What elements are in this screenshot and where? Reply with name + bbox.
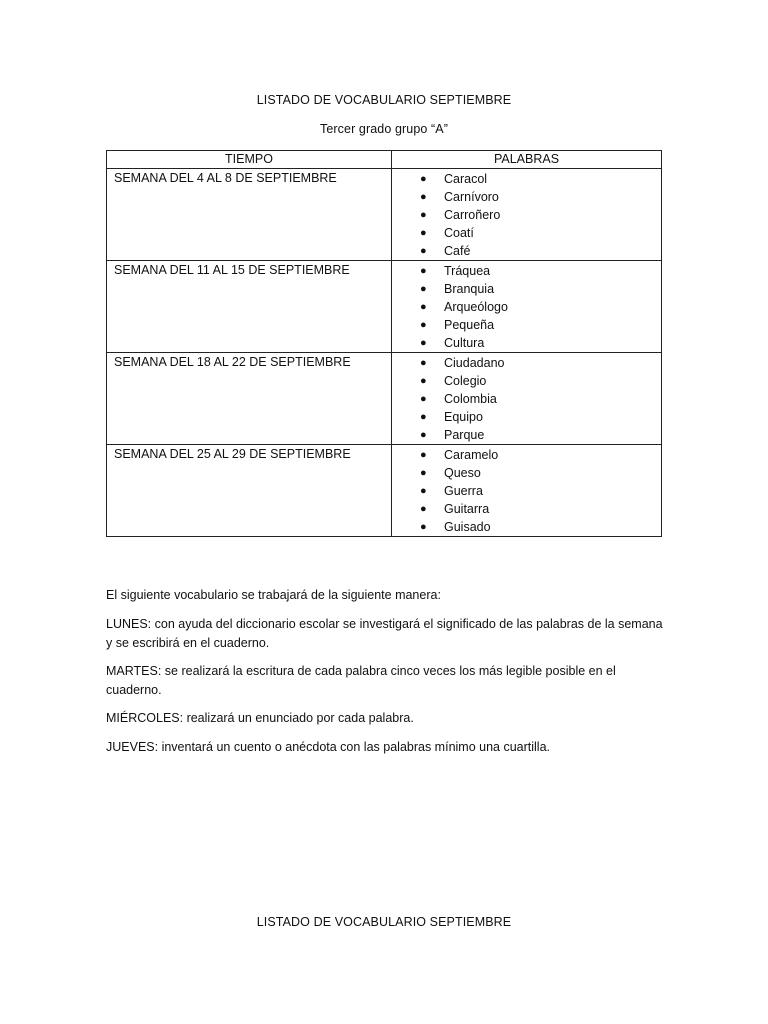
word-item [420, 500, 661, 518]
word-text: Arqueólogo [444, 300, 508, 314]
table-row [107, 261, 662, 353]
word-text: Equipo [444, 410, 483, 424]
word-text: Pequeña [444, 318, 495, 332]
word-item [420, 242, 661, 260]
week-range: SEMANA DEL 18 AL 22 DE SEPTIEMBRE [107, 353, 392, 445]
word-item [420, 334, 661, 352]
word-text: Caramelo [444, 448, 499, 462]
header-time: TIEMPO [107, 151, 392, 169]
word-text: Colegio [444, 374, 487, 388]
instruction-wednesday: MIÉRCOLES: realizará un enunciado por cada palabra. [106, 711, 414, 725]
next-page-title: LISTADO DE VOCABULARIO SEPTIEMBRE [256, 915, 512, 929]
bullet-icon: ● [420, 411, 427, 423]
bullet-icon: ● [420, 467, 427, 479]
bullet-icon: ● [420, 449, 427, 461]
bullet-icon: ● [420, 173, 427, 185]
week-range: SEMANA DEL 25 AL 29 DE SEPTIEMBRE [107, 445, 392, 537]
table-row [107, 169, 662, 261]
vocabulary-table [106, 150, 662, 537]
bullet-icon: ● [420, 337, 427, 349]
word-item [420, 298, 661, 316]
word-cell [392, 261, 662, 353]
bullet-icon: ● [420, 357, 427, 369]
bullet-icon: ● [420, 375, 427, 387]
word-text: Carroñero [444, 208, 501, 222]
word-item [420, 372, 661, 390]
word-item [420, 390, 661, 408]
word-text: Coatí [444, 226, 474, 240]
week-range: SEMANA DEL 11 AL 15 DE SEPTIEMBRE [107, 261, 392, 353]
instruction-thursday: JUEVES: inventará un cuento o anécdota con las palabras mínimo una cuartilla. [106, 740, 551, 754]
word-text: Cultura [444, 336, 485, 350]
word-text: Colombia [444, 392, 497, 406]
document-subtitle: Tercer grado grupo “A” [320, 122, 448, 136]
word-item [420, 518, 661, 536]
bullet-icon: ● [420, 245, 427, 257]
word-item [420, 224, 661, 242]
word-item [420, 464, 661, 482]
word-text: Branquia [444, 282, 495, 296]
word-text: Parque [444, 428, 485, 442]
bullet-icon: ● [420, 485, 427, 497]
week-range: SEMANA DEL 4 AL 8 DE SEPTIEMBRE [107, 169, 392, 261]
instruction-monday: LUNES: con ayuda del diccionario escolar se investigará el significado de las palabras de la semana y se escribirá en el cuaderno. [106, 617, 663, 650]
instructions-intro: El siguiente vocabulario se trabajará de la siguiente manera: [106, 588, 441, 602]
word-item [420, 316, 661, 334]
word-text: Ciudadano [444, 356, 505, 370]
word-cell [392, 353, 662, 445]
word-item [420, 262, 661, 280]
table-header-row [107, 151, 662, 169]
word-item [420, 408, 661, 426]
word-list [392, 170, 661, 260]
bullet-icon: ● [420, 209, 427, 221]
word-text: Tráquea [444, 264, 491, 278]
word-text: Café [444, 244, 471, 258]
word-list [392, 354, 661, 444]
word-item [420, 482, 661, 500]
word-list [392, 446, 661, 536]
word-text: Queso [444, 466, 481, 480]
bullet-icon: ● [420, 521, 427, 533]
bullet-icon: ● [420, 301, 427, 313]
document-title: LISTADO DE VOCABULARIO SEPTIEMBRE [256, 93, 512, 107]
instruction-tuesday: MARTES: se realizará la escritura de cada palabra cinco veces los más legible posible en el cuaderno. [106, 664, 616, 697]
word-item [420, 446, 661, 464]
bullet-icon: ● [420, 319, 427, 331]
bullet-icon: ● [420, 429, 427, 441]
word-text: Guitarra [444, 502, 490, 516]
word-item [420, 206, 661, 224]
word-item [420, 170, 661, 188]
bullet-icon: ● [420, 393, 427, 405]
table-row [107, 353, 662, 445]
word-cell [392, 169, 662, 261]
header-words: PALABRAS [392, 151, 662, 169]
table-row [107, 445, 662, 537]
word-item [420, 426, 661, 444]
word-item [420, 188, 661, 206]
word-text: Carnívoro [444, 190, 499, 204]
bullet-icon: ● [420, 191, 427, 203]
word-cell [392, 445, 662, 537]
bullet-icon: ● [420, 265, 427, 277]
bullet-icon: ● [420, 503, 427, 515]
word-item [420, 354, 661, 372]
word-text: Caracol [444, 172, 488, 186]
bullet-icon: ● [420, 283, 427, 295]
word-list [392, 262, 661, 352]
word-text: Guerra [444, 484, 483, 498]
word-item [420, 280, 661, 298]
bullet-icon: ● [420, 227, 427, 239]
word-text: Guisado [444, 520, 491, 534]
